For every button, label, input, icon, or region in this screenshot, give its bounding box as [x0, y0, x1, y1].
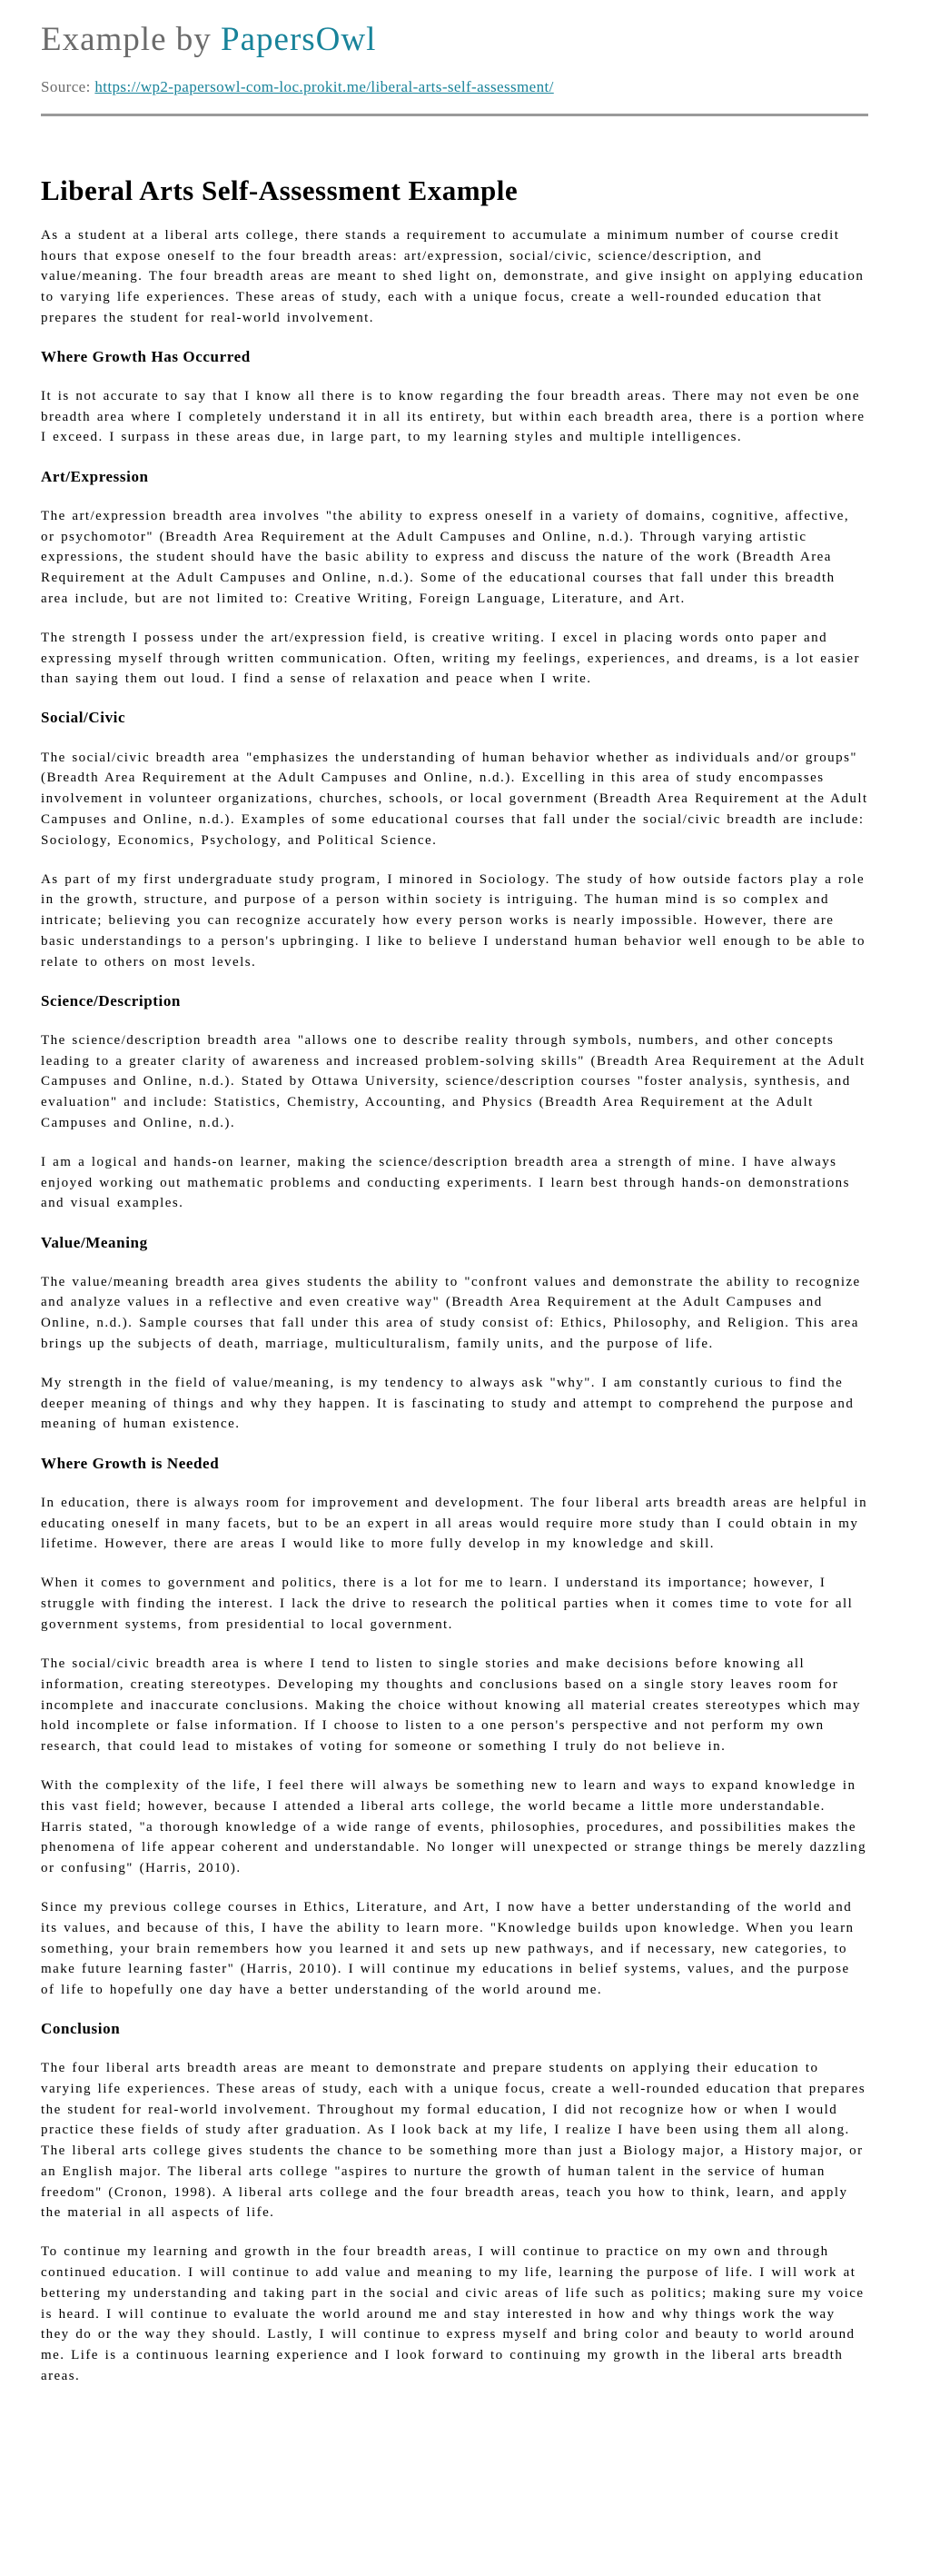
article [41, 174, 868, 2387]
paragraph: The four liberal arts breadth areas are meant to demonstrate and prepare students on applying their education to varying life experiences. These areas of study, each with a unique focus, create a well-rounded education that prepares the student for real-world involvement. Throughout my formal education, I did not recognize how or when I would practice these fields of study after graduation. As I look back at my life, I realize I have been using them all along. The liberal arts college gives students the chance to be something more than just a Biology major, a History major, or an English major. The liberal arts college "aspires to nurture the growth of human talent in the service of human freedom" (Cronon, 1998). A liberal arts college and the four breadth areas, teach you how to think, learn, and apply the material in all aspects of life. [41, 2061, 866, 2221]
paragraph: Since my previous college courses in Ethics, Literature, and Art, I now have a better understanding of the world and its values, and because of this, I have the ability to learn more. "Knowledge builds upon knowledge. When you learn something, your brain remembers how you learned it and sets up new pathways, and if necessary, new categories, to make future learning faster" (Harris, 2010). I will continue my educations in belief systems, values, and the purpose of life to hopefully one day have a better understanding of the world around me. [41, 1900, 855, 1997]
paragraph: With the complexity of the life, I feel there will always be something new to learn and ways to expand knowledge in this vast field; however, because I attended a liberal arts college, the world became a little more understandable. Harris stated, "a thorough knowledge of a wide range of events, philosophies, procedures, and possibilities makes the phenomena of life appear coherent and understandable. No longer will unexpected or strange things be merely dazzling or confusing" (Harris, 2010). [41, 1778, 867, 1875]
page-title-prefix: Example by [41, 21, 222, 58]
paragraph: In education, there is always room for improvement and development. The four liberal arts breadth areas are helpful in educating oneself in many facets, but to be an expert in all areas would require more study than I could obtain in my lifetime. However, there are areas I would like to more fully develop in my knowledge and skill. [41, 1495, 868, 1552]
header-divider [41, 114, 868, 116]
section-heading-social-civic: Social/Civic [41, 709, 126, 727]
paragraph: The science/description breadth area "allows one to describe reality through symbols, numbers, and other concepts leading to a greater clarity of awareness and increased problem-solving skills" (Breadth Area Requirement at the Adult Campuses and Online, n.d.). Stated by Ottawa University, science/description courses "foster analysis, synthesis, and evaluation" and include: Statistics, Chemistry, Accounting, and Physics (Breadth Area Requirement at the Adult Campuses and Online, n.d.). [41, 1032, 866, 1130]
section-heading-conclusion: Conclusion [41, 2020, 121, 2038]
brand-name: PapersOwl [221, 21, 377, 58]
source-line [41, 78, 868, 96]
page-title [41, 22, 868, 59]
intro-paragraph: As a student at a liberal arts college, there stands a requirement to accumulate a minimum number of course credit hours that expose oneself to the four breadth areas: art/expression, social/civic, science/description, and value/meaning. The four breadth areas are meant to shed light on, demonstrate, and give insight on applying education to varying life experiences. These areas of study, each with a unique focus, create a well-rounded education that prepares the student for real-world involvement. [41, 227, 865, 325]
page-header [41, 22, 868, 116]
source-link[interactable]: https://wp2-papersowl-com-loc.prokit.me/liberal-arts-self-assessment/ [94, 77, 554, 95]
paragraph: The social/civic breadth area is where I tend to listen to single stories and make decisions before knowing all information, creating stereotypes. Developing my thoughts and conclusions based on a single story leaves room for incomplete and inaccurate conclusions. Making the choice without knowing all material creates stereotypes which may hold incomplete or false information. If I choose to listen to a one person's perspective and not perform my own research, that could lead to mistakes of voting for someone or something I truly do not believe in. [41, 1656, 861, 1754]
paragraph: The art/expression breadth area involves "the ability to express oneself in a variety of domains, cognitive, affective, or psychomotor" (Breadth Area Requirement at the Adult Campuses and Online, n.d.). Through varying artistic expressions, the student should have the basic ability to express and discuss the nature of the work (Breadth Area Requirement at the Adult Campuses and Online, n.d.). Some of the educational courses that fall under this breadth area include, but are not limited to: Creative Writing, Foreign Language, Literature, and Art. [41, 508, 850, 606]
article-title: Liberal Arts Self-Assessment Example [41, 174, 519, 206]
paragraph: The strength I possess under the art/expression field, is creative writing. I excel in placing words onto paper and expressing myself through written communication. Often, writing my feelings, experiences, and dreams, is a lot easier than saying them out loud. I find a sense of relaxation and peace when I write. [41, 630, 860, 687]
section-heading-art-expression: Art/Expression [41, 467, 149, 485]
section-heading-value-meaning: Value/Meaning [41, 1233, 148, 1251]
paragraph: The value/meaning breadth area gives students the ability to "confront values and demonstrate the ability to recognize and analyze values in a reflective and even creative way" (Breadth Area Requirement at the Adult Campuses and Online, n.d.). Sample courses that fall under this area of study consist of: Ethics, Philosophy, and Religion. This area brings up the subjects of death, marriage, multiculturalism, family units, and the purpose of life. [41, 1274, 861, 1351]
paragraph: The social/civic breadth area "emphasizes the understanding of human behavior whether as individuals and/or groups" (Breadth Area Requirement at the Adult Campuses and Online, n.d.). Excelling in this area of study encompasses involvement in volunteer organizations, churches, schools, or local government (Breadth Area Requirement at the Adult Campuses and Online, n.d.). Examples of some educational courses that fall under the social/civic breadth are include: Sociology, Economics, Psychology, and Political Science. [41, 750, 868, 848]
section-heading-where-growth-has-occurred: Where Growth Has Occurred [41, 347, 251, 365]
paragraph: My strength in the field of value/meaning, is my tendency to always ask "why". I am constantly curious to find the deeper meaning of things and why they happen. It is fascinating to study and attempt to comprehend the purpose and meaning of human existence. [41, 1376, 855, 1432]
paragraph: As part of my first undergraduate study program, I minored in Sociology. The study of how outside factors play a role in the growth, structure, and purpose of a person within society is intriguing. The human mind is so complex and intricate; believing you can recognize accurately how every person works is nearly impossible. However, there are basic understandings to a person's upbringing. I like to believe I understand human behavior well enough to be able to relate to others on most levels. [41, 871, 866, 970]
paragraph: When it comes to government and politics, there is a lot for me to learn. I understand its importance; however, I struggle with finding the interest. I lack the drive to research the political parties when it comes time to vote for all government systems, from presidential to local government. [41, 1576, 854, 1632]
section-heading-science-description: Science/Description [41, 991, 181, 1010]
source-label: Source: [41, 77, 91, 95]
paragraph: I am a logical and hands-on learner, making the science/description breadth area a strength of mine. I have always enjoyed working out mathematic problems and conducting experiments. I learn best through hands-on demonstrations and visual examples. [41, 1154, 850, 1211]
paragraph: To continue my learning and growth in the four breadth areas, I will continue to practice on my own and through continued education. I will continue to add value and meaning to my life, learning the purpose of life. I will work at bettering my understanding and taking part in the social and civic areas of life such as politics; making sure my voice is heard. I will continue to evaluate the world around me and stay interested in how and why things work the way they do or the way they should. Lastly, I will continue to express myself and bring color and beauty to world around me. Life is a continuous learning experience and I look forward to continuing my growth in the liberal arts breadth areas. [41, 2244, 865, 2383]
section-heading-where-growth-is-needed: Where Growth is Needed [41, 1454, 220, 1472]
paragraph: It is not accurate to say that I know all there is to know regarding the four breadth areas. There may not even be one breadth area where I completely understand it in all its entirety, but within each breadth area, there is a portion where I exceed. I surpass in these areas due, in large part, to my learning styles and multiple intelligences. [41, 389, 866, 445]
